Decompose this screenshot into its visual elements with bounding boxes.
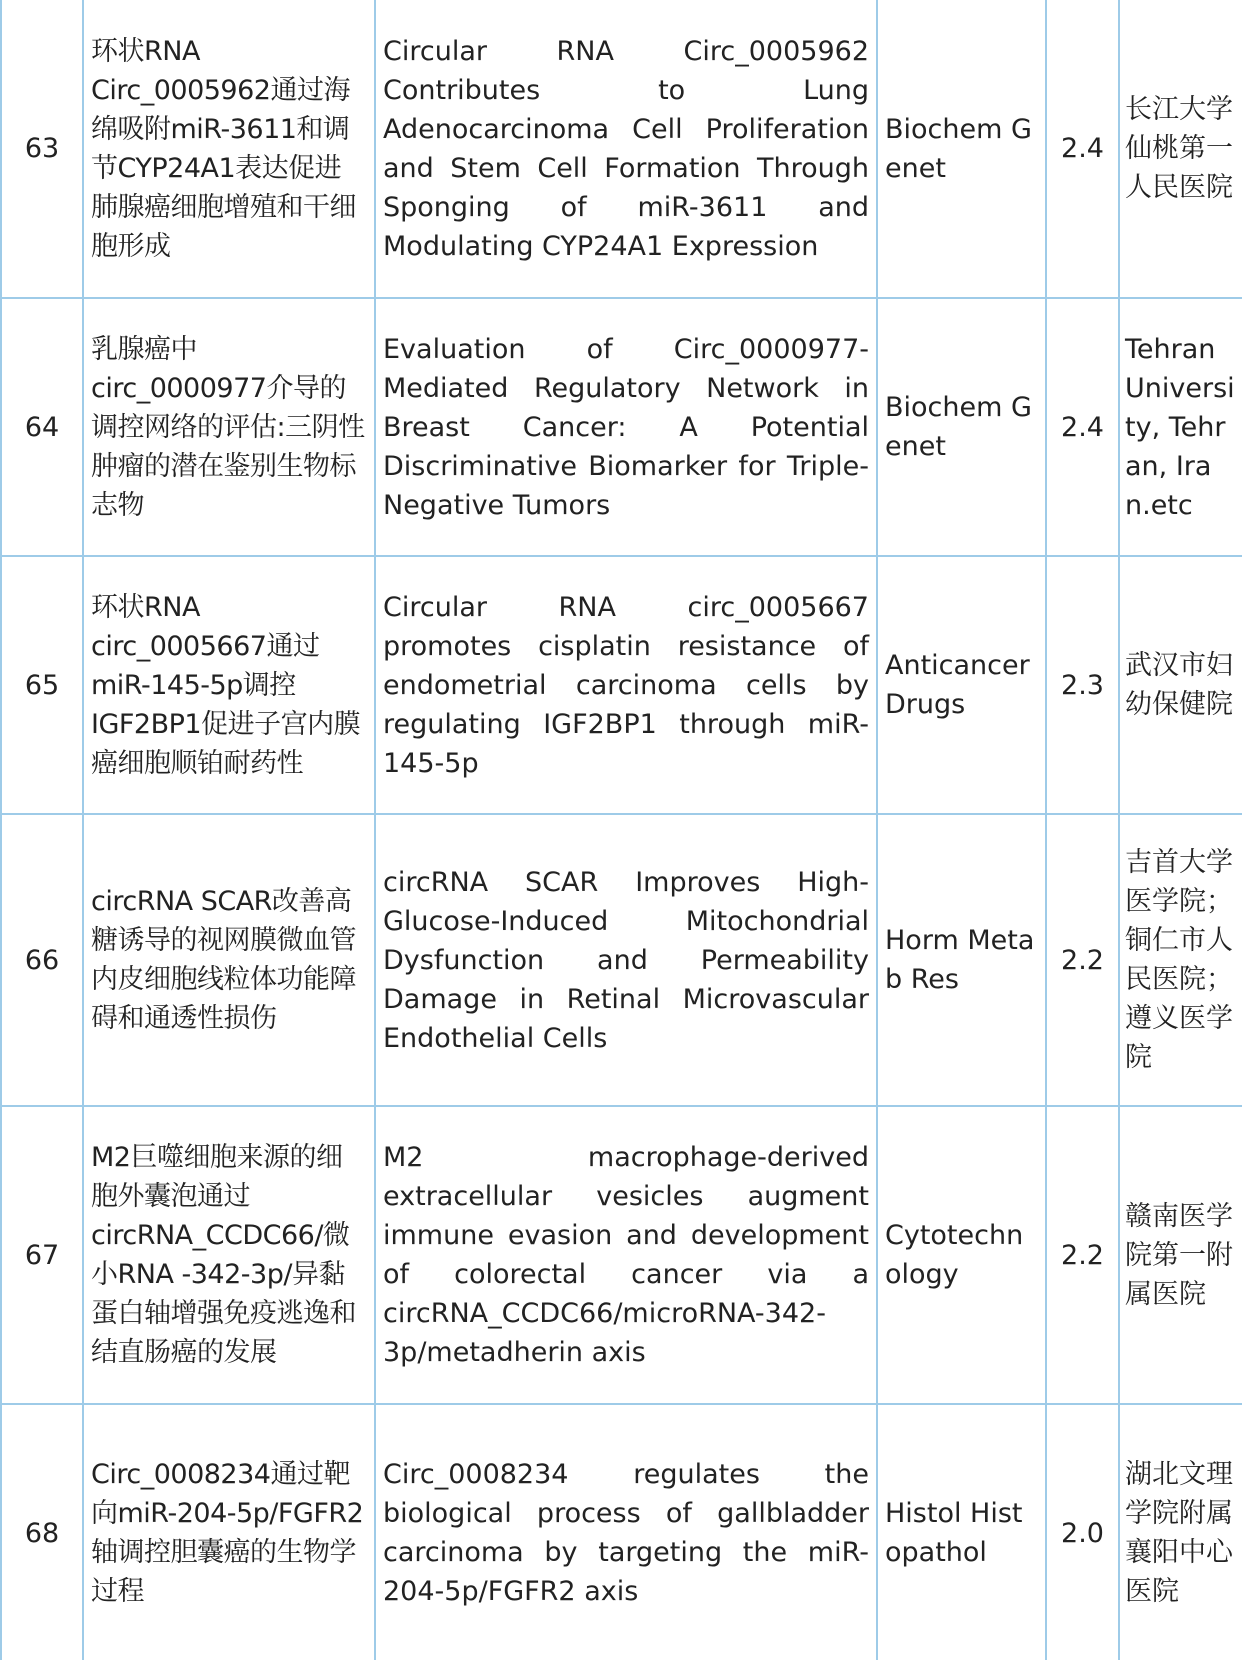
journal-name: Biochem Genet — [877, 298, 1046, 556]
row-number: 64 — [1, 298, 83, 556]
table-row — [1, 1404, 1242, 1660]
impact-factor: 2.3 — [1046, 556, 1119, 814]
title-chinese: 环状RNA circ_0005667通过miR-145-5p调控IGF2BP1促进子宫内膜癌细胞顺铂耐药性 — [83, 556, 375, 814]
row-number: 66 — [1, 814, 83, 1106]
title-english: Evaluation of Circ_0000977-Mediated Regulatory Network in Breast Cancer: A Potential Discriminative Biomarker for Triple-Negative Tumors — [375, 298, 877, 556]
title-chinese: 环状RNA Circ_0005962通过海绵吸附miR-3611和调节CYP24A1表达促进肺腺癌细胞增殖和干细胞形成 — [83, 0, 375, 298]
title-chinese: Circ_0008234通过靶向miR-204-5p/FGFR2轴调控胆囊癌的生物学过程 — [83, 1404, 375, 1660]
title-english: Circular RNA Circ_0005962 Contributes to Lung Adenocarcinoma Cell Proliferation and Stem Cell Formation Through Sponging of miR-3611 and Modulating CYP24A1 Expression — [375, 0, 877, 298]
journal-name: Cytotechnology — [877, 1106, 1046, 1404]
title-chinese: M2巨噬细胞来源的细胞外囊泡通过circRNA_CCDC66/微小RNA -342-3p/异黏蛋白轴增强免疫逃逸和结直肠癌的发展 — [83, 1106, 375, 1404]
institution: Tehran University, Tehran, Iran.etc — [1119, 298, 1242, 556]
table-row — [1, 556, 1242, 814]
institution: 吉首大学医学院；铜仁市人民医院；遵义医学院 — [1119, 814, 1242, 1106]
table-row — [1, 298, 1242, 556]
journal-name: Horm Metab Res — [877, 814, 1046, 1106]
row-number: 67 — [1, 1106, 83, 1404]
impact-factor: 2.2 — [1046, 1106, 1119, 1404]
journal-name: Anticancer Drugs — [877, 556, 1046, 814]
impact-factor: 2.4 — [1046, 0, 1119, 298]
title-chinese: circRNA SCAR改善高糖诱导的视网膜微血管内皮细胞线粒体功能障碍和通透性损伤 — [83, 814, 375, 1106]
title-english: Circular RNA circ_0005667 promotes cisplatin resistance of endometrial carcinoma cells by regulating IGF2BP1 through miR-145-5p — [375, 556, 877, 814]
institution: 武汉市妇幼保健院 — [1119, 556, 1242, 814]
impact-factor: 2.0 — [1046, 1404, 1119, 1660]
journal-name: Biochem Genet — [877, 0, 1046, 298]
table-row — [1, 814, 1242, 1106]
impact-factor: 2.4 — [1046, 298, 1119, 556]
title-english: Circ_0008234 regulates the biological process of gallbladder carcinoma by targeting the miR-204-5p/FGFR2 axis — [375, 1404, 877, 1660]
impact-factor: 2.2 — [1046, 814, 1119, 1106]
title-chinese: 乳腺癌中circ_0000977介导的调控网络的评估:三阴性肿瘤的潜在鉴别生物标志物 — [83, 298, 375, 556]
title-english: circRNA SCAR Improves High-Glucose-Induced Mitochondrial Dysfunction and Permeability Damage in Retinal Microvascular Endothelial Cells — [375, 814, 877, 1106]
row-number: 63 — [1, 0, 83, 298]
row-number: 65 — [1, 556, 83, 814]
table-row — [1, 0, 1242, 298]
table-row — [1, 1106, 1242, 1404]
journal-name: Histol Histopathol — [877, 1404, 1046, 1660]
institution: 湖北文理学院附属襄阳中心医院 — [1119, 1404, 1242, 1660]
institution: 长江大学仙桃第一人民医院 — [1119, 0, 1242, 298]
institution: 赣南医学院第一附属医院 — [1119, 1106, 1242, 1404]
title-english: M2 macrophage-derived extracellular vesicles augment immune evasion and development of colorectal cancer via a circRNA_CCDC66/microRNA-342-3p/metadherin axis — [375, 1106, 877, 1404]
row-number: 68 — [1, 1404, 83, 1660]
